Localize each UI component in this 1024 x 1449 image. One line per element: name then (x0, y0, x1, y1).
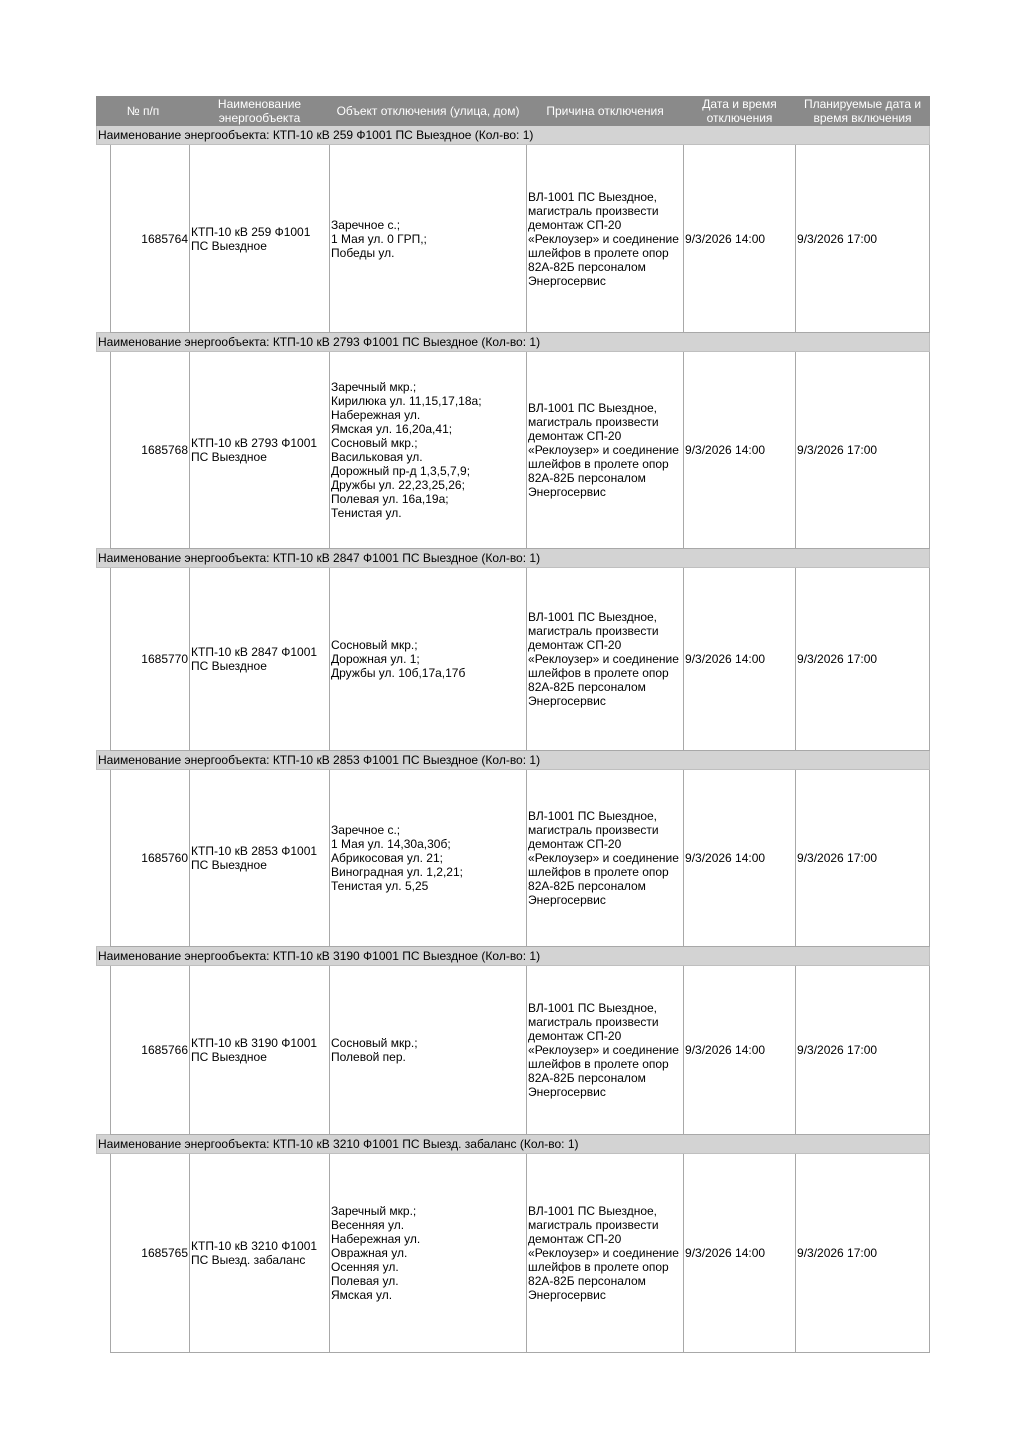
row-off-time: 9/3/2026 14:00 (684, 145, 796, 333)
group-title: Наименование энергообъекта: КТП-10 кВ 2853 Ф1001 ПС Выездное (Кол-во: 1) (97, 751, 930, 770)
group-header (97, 126, 930, 145)
row-reason: ВЛ-1001 ПС Выездное, магистраль произвести демонтаж СП-20 «Реклоузер» и соединение шлейфов в пролете опор 82А-82Б персоналом Энергосервис (527, 770, 684, 947)
row-object: Сосновый мкр.; Полевой пер. (330, 966, 527, 1135)
group-header (97, 549, 930, 568)
row-off-time: 9/3/2026 14:00 (684, 568, 796, 751)
row-indent (97, 966, 111, 1135)
group-title: Наименование энергообъекта: КТП-10 кВ 3210 Ф1001 ПС Выезд. забаланс (Кол-во: 1) (97, 1135, 930, 1154)
row-name: КТП-10 кВ 3190 Ф1001 ПС Выездное (190, 966, 330, 1135)
outage-table (96, 96, 930, 1353)
table-row (97, 770, 930, 947)
row-reason: ВЛ-1001 ПС Выездное, магистраль произвести демонтаж СП-20 «Реклоузер» и соединение шлейфов в пролете опор 82А-82Б персоналом Энергосервис (527, 966, 684, 1135)
group-header (97, 751, 930, 770)
group-header (97, 1135, 930, 1154)
row-on-time: 9/3/2026 17:00 (796, 568, 930, 751)
row-id: 1685766 (111, 966, 190, 1135)
row-indent (97, 1154, 111, 1353)
row-indent (97, 770, 111, 947)
row-object: Заречное с.; 1 Мая ул. 14,30а,30б; Абрикосовая ул. 21; Виноградная ул. 1,2,21; Тенистая ул. 5,25 (330, 770, 527, 947)
row-reason: ВЛ-1001 ПС Выездное, магистраль произвести демонтаж СП-20 «Реклоузер» и соединение шлейфов в пролете опор 82А-82Б персоналом Энергосервис (527, 568, 684, 751)
row-id: 1685770 (111, 568, 190, 751)
row-off-time: 9/3/2026 14:00 (684, 770, 796, 947)
row-indent (97, 145, 111, 333)
row-object: Заречное с.; 1 Мая ул. 0 ГРП,; Победы ул. (330, 145, 527, 333)
row-indent (97, 568, 111, 751)
group-title: Наименование энергообъекта: КТП-10 кВ 2847 Ф1001 ПС Выездное (Кол-во: 1) (97, 549, 930, 568)
row-on-time: 9/3/2026 17:00 (796, 352, 930, 549)
row-object: Заречный мкр.; Кирилюка ул. 11,15,17,18а; Набережная ул. Ямская ул. 16,20а,41; Сосновый мкр.; Васильковая ул. Дорожный пр-д 1,3,5,7,9; Дружбы ул. 22,23,25,26; Полевая ул. 16а,19а; Тенистая ул. (330, 352, 527, 549)
header-object: Объект отключения (улица, дом) (330, 97, 527, 126)
row-on-time: 9/3/2026 17:00 (796, 966, 930, 1135)
table-row (97, 966, 930, 1135)
header-on-time: Планируемые дата и время включения (796, 97, 930, 126)
row-reason: ВЛ-1001 ПС Выездное, магистраль произвести демонтаж СП-20 «Реклоузер» и соединение шлейфов в пролете опор 82А-82Б персоналом Энергосервис (527, 145, 684, 333)
group-header (97, 333, 930, 352)
table-row (97, 352, 930, 549)
row-name: КТП-10 кВ 3210 Ф1001 ПС Выезд. забаланс (190, 1154, 330, 1353)
header-off-time: Дата и время отключения (684, 97, 796, 126)
row-object: Сосновый мкр.; Дорожная ул. 1; Дружбы ул. 10б,17а,17б (330, 568, 527, 751)
group-title: Наименование энергообъекта: КТП-10 кВ 2793 Ф1001 ПС Выездное (Кол-во: 1) (97, 333, 930, 352)
header-name: Наименование энергообъекта (190, 97, 330, 126)
row-id: 1685760 (111, 770, 190, 947)
header-row (97, 97, 930, 126)
row-off-time: 9/3/2026 14:00 (684, 1154, 796, 1353)
row-on-time: 9/3/2026 17:00 (796, 1154, 930, 1353)
table-row (97, 1154, 930, 1353)
group-title: Наименование энергообъекта: КТП-10 кВ 3190 Ф1001 ПС Выездное (Кол-во: 1) (97, 947, 930, 966)
group-header (97, 947, 930, 966)
row-indent (97, 352, 111, 549)
row-reason: ВЛ-1001 ПС Выездное, магистраль произвести демонтаж СП-20 «Реклоузер» и соединение шлейфов в пролете опор 82А-82Б персоналом Энергосервис (527, 352, 684, 549)
row-object: Заречный мкр.; Весенняя ул. Набережная ул. Овражная ул. Осенняя ул. Полевая ул. Ямская ул. (330, 1154, 527, 1353)
group-title: Наименование энергообъекта: КТП-10 кВ 259 Ф1001 ПС Выездное (Кол-во: 1) (97, 126, 930, 145)
row-on-time: 9/3/2026 17:00 (796, 770, 930, 947)
row-name: КТП-10 кВ 2853 Ф1001 ПС Выездное (190, 770, 330, 947)
header-num: № п/п (97, 97, 190, 126)
header-reason: Причина отключения (527, 97, 684, 126)
row-id: 1685765 (111, 1154, 190, 1353)
table-row (97, 568, 930, 751)
row-off-time: 9/3/2026 14:00 (684, 352, 796, 549)
table-row (97, 145, 930, 333)
row-name: КТП-10 кВ 2793 Ф1001 ПС Выездное (190, 352, 330, 549)
row-on-time: 9/3/2026 17:00 (796, 145, 930, 333)
row-off-time: 9/3/2026 14:00 (684, 966, 796, 1135)
row-id: 1685768 (111, 352, 190, 549)
row-id: 1685764 (111, 145, 190, 333)
row-name: КТП-10 кВ 2847 Ф1001 ПС Выездное (190, 568, 330, 751)
row-name: КТП-10 кВ 259 Ф1001 ПС Выездное (190, 145, 330, 333)
row-reason: ВЛ-1001 ПС Выездное, магистраль произвести демонтаж СП-20 «Реклоузер» и соединение шлейфов в пролете опор 82А-82Б персоналом Энергосервис (527, 1154, 684, 1353)
